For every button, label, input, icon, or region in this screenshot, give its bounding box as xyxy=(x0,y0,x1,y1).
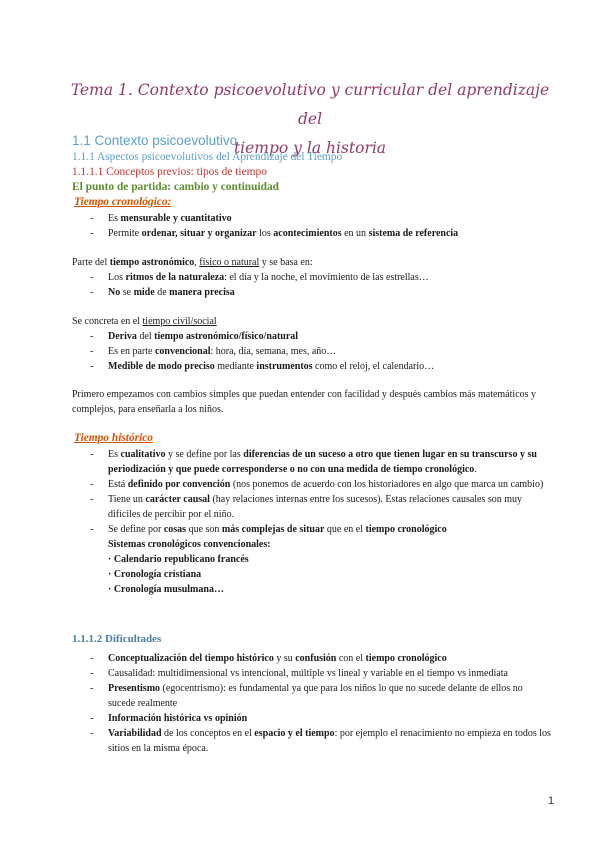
civil-list xyxy=(90,329,552,374)
astronomico-intro: Parte del tiempo astronómico, físico o natural y se basa en: xyxy=(72,257,313,268)
heading-3: 1.1.1.1 Conceptos previos: tipos de tiempo xyxy=(72,166,267,178)
page-title xyxy=(70,76,550,163)
list-item: - Deriva del tiempo astronómico/físico/natural xyxy=(90,329,552,344)
list-item: - Causalidad: multidimensional vs intencional, múltiple vs lineal y variable en el tiempo vs inmediata xyxy=(90,666,552,681)
civil-intro: Se concreta en el tiempo civil/social xyxy=(72,316,217,327)
system-item: · Cronología musulmana… xyxy=(108,584,224,595)
list-item: - Variabilidad de los conceptos en el espacio y el tiempo: por ejemplo el renacimiento no empieza en todos los sitios en la misma época. xyxy=(90,726,552,756)
title-line-1: Tema 1. Contexto psicoevolutivo y curricular del aprendizaje del xyxy=(70,81,550,128)
heading-2: 1.1.1 Aspectos psicoevolutivos del Aprendizaje del Tiempo xyxy=(72,151,343,163)
section-tiempo-historico: Tiempo histórico xyxy=(74,432,153,444)
heading-1: 1.1 Contexto psicoevolutivo xyxy=(72,133,238,148)
list-item: - Está definido por convención (nos ponemos de acuerdo con los historiadores en algo que marca un cambio) xyxy=(90,477,552,492)
historico-list xyxy=(90,447,552,597)
page-number: 1 xyxy=(548,795,555,807)
list-item: - Tiene un carácter causal (hay relaciones internas entre los sucesos). Estas relaciones causales son muy difíciles de percibir por el niño. xyxy=(90,492,552,522)
list-item: - Medible de modo preciso mediante instrumentos como el reloj, el calendario… xyxy=(90,359,552,374)
list-item: - Conceptualización del tiempo histórico y su confusión con el tiempo cronológico xyxy=(90,651,552,666)
primero-paragraph: Primero empezamos con cambios simples que puedan entender con facilidad y después cambios más matemáticos y complejos, para enseñarla a los niños. xyxy=(72,389,537,415)
list-item: - Presentismo (egocentrismo): es fundamental ya que para los niños lo que no sucede delante de ellos no sucede realmente xyxy=(90,681,552,711)
list-item: - Es cualitativo y se define por las diferencias de un suceso a otro que tienen lugar en su transcurso y su periodización y que puede corresponderse o no con una medida de tiempo cronológico. xyxy=(90,447,552,477)
cronologico-list xyxy=(90,211,552,241)
system-item: · Calendario republicano francés xyxy=(108,554,249,565)
title-line-2: tiempo y la historia xyxy=(233,139,387,157)
heading-4: El punto de partida: cambio y continuidad xyxy=(72,181,279,193)
list-item: - Los ritmos de la naturaleza: el día y la noche, el movimiento de las estrellas… xyxy=(90,270,552,285)
list-item: - Es en parte convencional: hora, día, semana, mes, año… xyxy=(90,344,552,359)
list-item: - Información histórica vs opinión xyxy=(90,711,552,726)
astronomico-list xyxy=(90,270,552,300)
system-item: · Cronología cristiana xyxy=(108,569,202,580)
list-item: - No se mide de manera precisa xyxy=(90,285,552,300)
section-tiempo-cronologico: Tiempo cronológico: xyxy=(74,196,172,208)
systems-title: Sistemas cronológicos convencionales: xyxy=(108,539,271,550)
list-item: - Permite ordenar, situar y organizar los acontecimientos en un sistema de referencia xyxy=(90,226,552,241)
heading-dificultades: 1.1.1.2 Dificultades xyxy=(72,633,162,645)
dificultades-list xyxy=(90,651,552,756)
list-item: - Se define por cosas que son más complejas de situar que en el tiempo cronológico xyxy=(90,522,552,537)
list-item: - Es mensurable y cuantitativo xyxy=(90,211,552,226)
